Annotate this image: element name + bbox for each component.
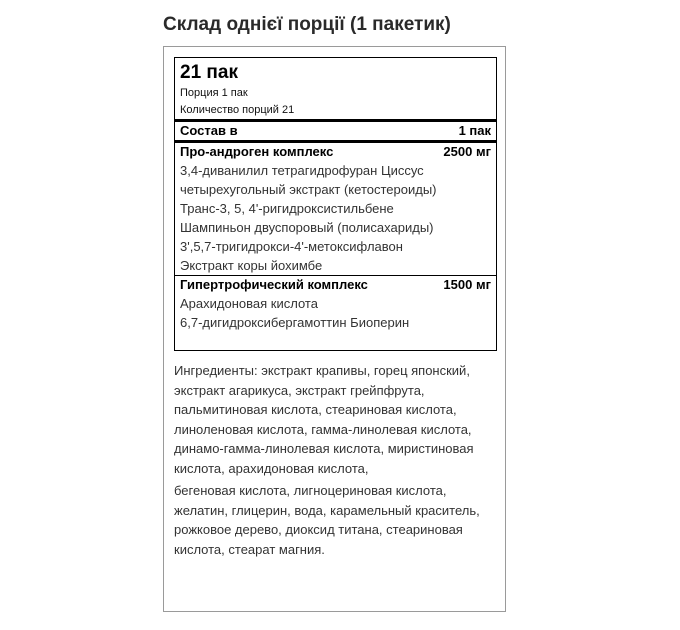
- label-panel: [163, 46, 506, 612]
- ingredients-paragraph: бегеновая кислота, лигноцериновая кислота, желатин, глицерин, вода, карамельный краситель, рожковое дерево, диоксид титана, стеариновая кислота, стеарат магния.: [174, 483, 480, 557]
- facts-header-row: [180, 122, 491, 140]
- section-row-hypertrophic: [180, 276, 491, 294]
- section-item: Шампиньон двуспоровый (полисахариды): [180, 220, 434, 235]
- ingredients-text: [174, 361, 499, 559]
- section-row-proandrogen: [180, 143, 491, 161]
- header-amount: 1 пак: [458, 123, 491, 138]
- facts-title: 21 пак: [180, 62, 238, 83]
- section-amount: 2500 мг: [443, 144, 491, 159]
- supplement-facts-box: [174, 57, 497, 351]
- section-item: четырехугольный экстракт (кетостероиды): [180, 182, 437, 197]
- section-item: 6,7-дигидроксибергамоттин Биоперин: [180, 315, 410, 330]
- section-item: 3,4-диванилил тетрагидрофуран Циссус: [180, 163, 424, 178]
- header-label: Состав в: [180, 123, 238, 138]
- section-item: Экстракт коры йохимбе: [180, 258, 323, 273]
- section-item: 3',5,7-тригидрокси-4'-метоксифлавон: [180, 239, 403, 254]
- serving-size: Порция 1 пак: [180, 87, 248, 99]
- section-name: Гипертрофический комплекс: [180, 277, 368, 292]
- servings-per-container: Количество порций 21: [180, 104, 295, 116]
- ingredients-paragraph: Ингредиенты: экстракт крапивы, горец японский, экстракт агарикуса, экстракт грейпфрута, пальмитиновая кислота, стеариновая кислота, линоленовая кислота, гамма-линолевая кислота, динамо-гамма-линолевая кислота, миристиновая кислота, арахидоновая кислота,: [174, 363, 474, 476]
- section-item: Арахидоновая кислота: [180, 296, 318, 311]
- section-name: Про-андроген комплекс: [180, 144, 334, 159]
- section-amount: 1500 мг: [443, 277, 491, 292]
- section-item: Транс-3, 5, 4'-ригидроксистильбене: [180, 201, 394, 216]
- page-heading: Склад однієї порції (1 пакетик): [163, 14, 451, 35]
